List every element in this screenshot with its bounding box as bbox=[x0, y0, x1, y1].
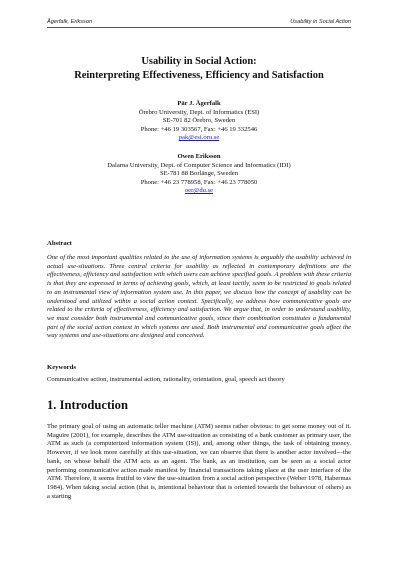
author-email-link[interactable]: oer@du.se bbox=[184, 187, 214, 195]
header-authors: Ågerfalk, Eriksson bbox=[47, 19, 93, 25]
section-heading-introduction: 1. Introduction bbox=[47, 398, 128, 412]
keywords-heading: Keywords bbox=[47, 364, 76, 371]
author-name: Pär J. Ågerfalk bbox=[177, 100, 221, 107]
abstract-body: One of the most important qualities related to the use of information systems is arguably the usability achieved in actual use-situations. Three central criteria for usability as reflected in contemporary definitions are the effectiveness, efficiency and satisfaction with which users can achieve specified goals. A problem with these criteria is that they are expressed in terms of achieving goals, which, at least tacitly, seem to be restricted to goals related to an instrumental view of information system use. In this paper, we discuss how the concept of usability can be understood and utilized within a social action context. Specifically, we address how communicative goals are related to the criteria of effectiveness, efficiency and satisfaction. We argue that, in order to understand usability, we must consider both instrumental and communicative goals, since their combination constitutes a fundamental part of the social action context in which systems are used. Both instrumental and communicative goals affect the way systems and use-situations are designed and conceived. bbox=[47, 254, 351, 340]
author-phone: Phone: +46 23 778958, Fax: +46 23 778050 bbox=[140, 178, 258, 186]
paper-title bbox=[47, 55, 351, 83]
running-header bbox=[47, 19, 351, 28]
abstract-heading: Abstract bbox=[47, 240, 72, 247]
header-short-title: Usability in Social Action bbox=[290, 19, 351, 25]
author-address: SE-701 82 Örebro, Sweden bbox=[162, 117, 236, 125]
paper-title-line-1: Usability in Social Action: bbox=[141, 56, 257, 67]
title-block bbox=[47, 55, 351, 83]
author-affiliation: Dalarna University, Dept. of Computer Science and Informatics (IDI) bbox=[107, 161, 291, 169]
author-name: Owen Eriksson bbox=[177, 153, 221, 160]
paper-title-line-2: Reinterpreting Effectiveness, Efficiency and Satisfaction bbox=[74, 70, 324, 81]
keywords-list: Communicative action, instrumental action, rationality, orientation, goal, speech act theory bbox=[47, 376, 285, 383]
author-block-2 bbox=[47, 153, 351, 196]
author-phone: Phone: +46 19 303567, Fax: +46 19 332546 bbox=[140, 125, 258, 133]
author-block-1 bbox=[47, 100, 351, 143]
author-address: SE-781 88 Borlänge, Sweden bbox=[159, 170, 238, 178]
introduction-body: The primary goal of using an automatic teller machine (ATM) seems rather obvious: to get some money out of it. Maguire (2001), for example, describes the ATM use-situation as consisting of a bank customer as primary user, the ATM as such (a computerized information system (IS)), and, among other things, the task of obtaining money. However, if we look more carefully at this use-situation, we can observe that there is another actor involved—the bank, on whose behalf the ATM acts as an agent. The bank, as an institution, can be seen as a social actor performing communicative action made manifest by financial transactions taking place at the user interface of the ATM. Therefore, it seems fruitful to view the use-situation from a social action perspective (Weber 1978, Habermas 1984). When taking social action (that is, intentional behaviour that is oriented towards the behaviour of others) as a starting bbox=[47, 423, 351, 500]
author-affiliation: Örebro University, Dept. of Informatics (ESI) bbox=[138, 108, 260, 116]
author-email-link[interactable]: pak@esi.oru.se bbox=[178, 134, 220, 142]
